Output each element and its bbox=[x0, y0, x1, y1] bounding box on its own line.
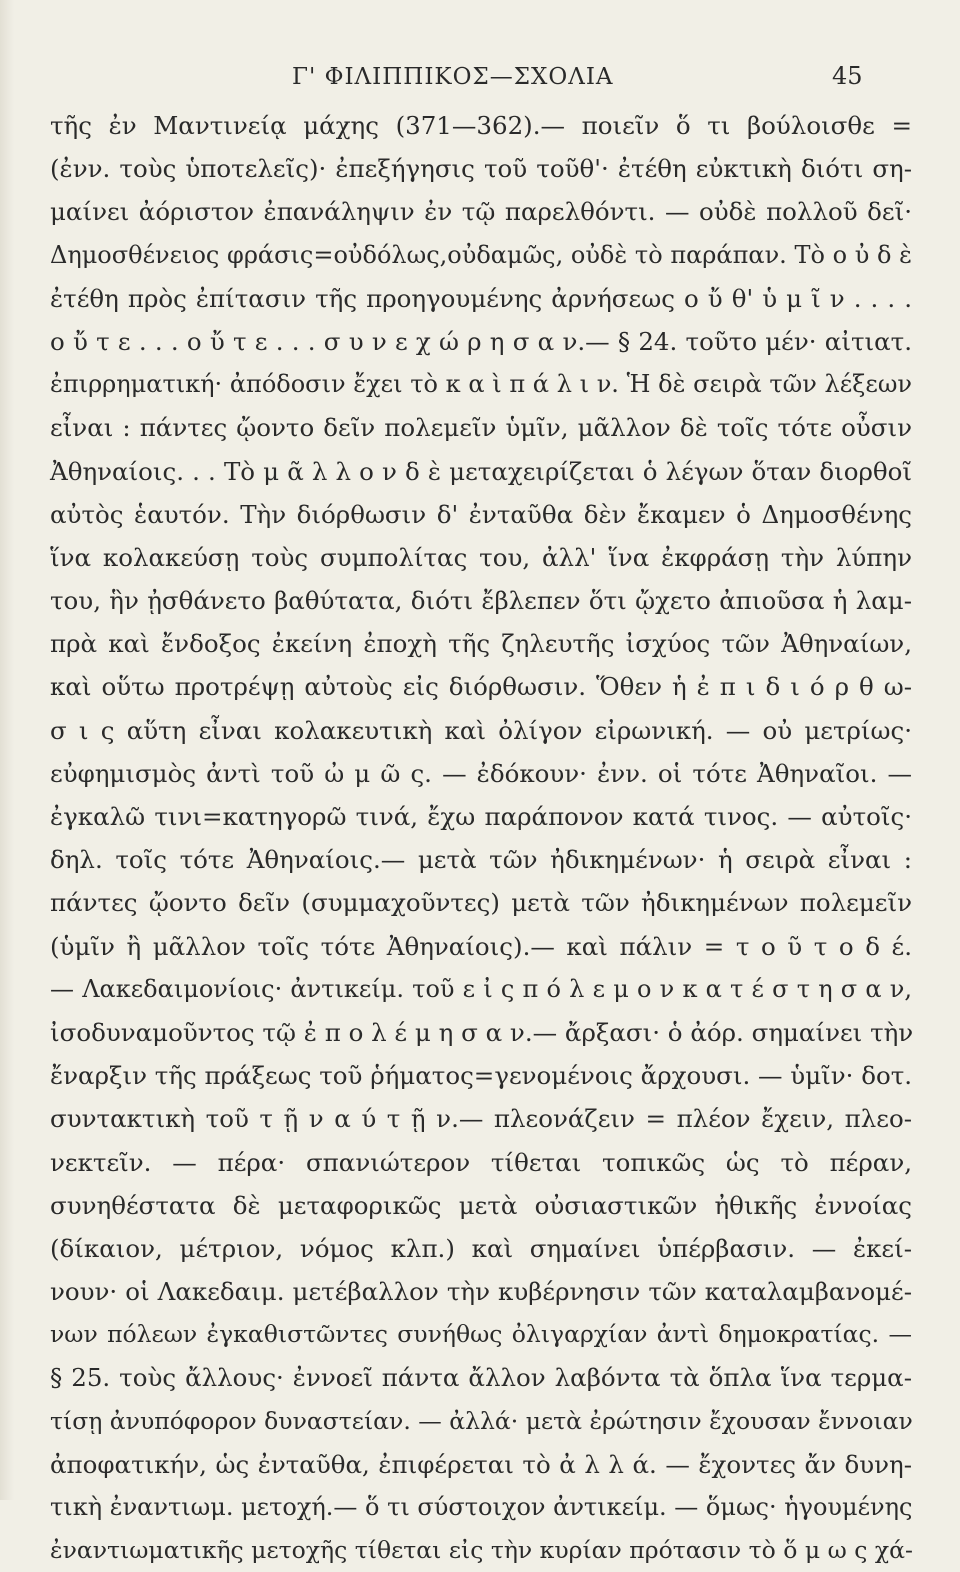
page-gutter bbox=[0, 0, 14, 1500]
text-line: ἔναρξιν τῆς πράξεως τοῦ ῥήματος=γενομένοις ἄρχουσι. — ὑμῖν· δοτ. bbox=[50, 1061, 913, 1091]
text-line: § 25. τοὺς ἄλλους· ἐννοεῖ πάντα ἄλλον λαβόντα τὰ ὅπλα ἵνα τερμα- bbox=[50, 1363, 912, 1393]
text-line: ἀποφατικήν, ὡς ἐνταῦθα, ἐπιφέρεται τὸ ἀ λ λ ά. — ἔχοντες ἄν δυνη- bbox=[50, 1449, 912, 1479]
text-line: μαίνει ἀόριστον ἐπανάληψιν ἐν τῷ παρελθόντι. — οὐδὲ πολλοῦ δεῖ· bbox=[50, 197, 912, 227]
page-number: 45 bbox=[832, 62, 863, 90]
text-line: Ἀθηναίοις. . . Τὸ μ ᾶ λ λ ο ν δ ὲ μεταχειρίζεται ὁ λέγων ὅταν διορθοῖ bbox=[50, 456, 912, 486]
text-line: καὶ οὕτω προτρέψῃ αὐτοὺς εἰς διόρθωσιν. Ὅθεν ἡ ἐ π ι δ ι ό ρ θ ω- bbox=[50, 672, 912, 702]
text-line: δηλ. τοῖς τότε Ἀθηναίοις.— μετὰ τῶν ἠδικημένων· ἡ σειρὰ εἶναι : bbox=[50, 845, 912, 875]
text-line: ο ὔ τ ε . . . ο ὔ τ ε . . . σ υ ν ε χ ώ ρ η σ α ν.— § 24. τοῦτο μέν· αἰτιατ. bbox=[50, 326, 912, 356]
text-line: (ἐνν. τοὺς ὑποτελεῖς)· ἐπεξήγησις τοῦ τοῦθ'· ἐτέθη εὐκτικὴ διότι ση- bbox=[50, 154, 912, 184]
page-header bbox=[0, 62, 960, 98]
text-line: εὐφημισμὸς ἀντὶ τοῦ ὠ μ ῶ ς. — ἐδόκουν· ἐνν. οἱ τότε Ἀθηναῖοι. — bbox=[50, 758, 912, 788]
text-line: εἶναι : πάντες ᾤοντο δεῖν πολεμεῖν ὑμῖν, μᾶλλον δὲ τοῖς τότε οὖσιν bbox=[50, 413, 912, 443]
text-line: συνηθέστατα δὲ μεταφορικῶς μετὰ οὐσιαστικῶν ἠθικῆς ἐννοίας bbox=[50, 1190, 912, 1220]
text-line: (δίκαιον, μέτριον, νόμος κλπ.) καὶ σημαίνει ὑπέρβασιν. — ἐκεί- bbox=[50, 1233, 912, 1263]
text-line: ἐπιρρηματική· ἀπόδοσιν ἔχει τὸ κ α ὶ π ά λ ι ν. Ἡ δὲ σειρὰ τῶν λέξεων bbox=[50, 370, 912, 399]
text-line: πάντες ᾤοντο δεῖν (συμμαχοῦντες) μετὰ τῶν ἠδικημένων πολεμεῖν bbox=[50, 888, 912, 918]
text-line: τίσῃ ἀνυπόφορον δυναστείαν. — ἀλλά· μετὰ ἐρώτησιν ἔχουσαν ἔννοιαν bbox=[50, 1406, 913, 1435]
text-line: τῆς ἐν Μαντινείᾳ μάχης (371—362).— ποιεῖν ὅ τι βούλοισθε = bbox=[50, 111, 912, 140]
text-line: νεκτεῖν. — πέρα· σπανιώτερον τίθεται τοπικῶς ὡς τὸ πέραν, bbox=[50, 1147, 912, 1177]
text-line: Δημοσθένειος φράσις=οὐδόλως,οὐδαμῶς, οὐδὲ τὸ παράπαν. Τὸ ο ὐ δ ὲ bbox=[50, 240, 912, 269]
text-line: σ ι ς αὕτη εἶναι κολακευτικὴ καὶ ὀλίγον εἰρωνική. — οὐ μετρίως· bbox=[50, 715, 912, 745]
text-line: τικὴ ἐναντιωμ. μετοχή.— ὅ τι σύστοιχον ἀντικείμ. — ὅμως· ἡγουμένης bbox=[50, 1493, 913, 1521]
text-line: ἐτέθη πρὸς ἐπίτασιν τῆς προηγουμένης ἀρνήσεως ο ὔ θ' ὑ μ ῖ ν . . . . bbox=[50, 283, 912, 313]
text-line: νουν· οἱ Λακεδαιμ. μετέβαλλον τὴν κυβέρνησιν τῶν καταλαμβανομέ- bbox=[50, 1277, 912, 1307]
text-line: (ὑμῖν ἢ μᾶλλον τοῖς τότε Ἀθηναίοις).— καὶ πάλιν = τ ο ῦ τ ο δ έ. bbox=[50, 931, 912, 961]
text-line: ἰσοδυναμοῦντος τῷ ἐ π ο λ έ μ η σ α ν.— ἄρξασι· ὁ ἀόρ. σημαίνει τὴν bbox=[50, 1017, 914, 1047]
text-line: νων πόλεων ἐγκαθιστῶντες συνήθως ὀλιγαρχίαν ἀντὶ δημοκρατίας. — bbox=[50, 1320, 912, 1349]
text-line: — Λακεδαιμονίοις· ἀντικείμ. τοῦ ε ἰ ς π ό λ ε μ ο ν κ α τ έ σ τ η σ α ν, bbox=[50, 974, 912, 1003]
text-line: πρὰ καὶ ἔνδοξος ἐκείνη ἐποχὴ τῆς ζηλευτῆς ἰσχύος τῶν Ἀθηναίων, bbox=[50, 629, 912, 659]
text-line: ἐγκαλῶ τινι=κατηγορῶ τινά, ἔχω παράπονον κατά τινος. — αὐτοῖς· bbox=[50, 802, 912, 831]
running-title: Γ' ΦΙΛΙΠΠΙΚΟΣ—ΣΧΟΛΙΑ bbox=[292, 64, 614, 90]
text-line: ἐναντιωματικῆς μετοχῆς τίθεται εἰς τὴν κυρίαν πρότασιν τὸ ὅ μ ω ς χά- bbox=[50, 1536, 913, 1565]
text-line: συντακτικὴ τοῦ τ ῇ ν α ύ τ ῇ ν.— πλεονάζειν = πλέον ἔχειν, πλεο- bbox=[50, 1104, 912, 1134]
text-line: ἵνα κολακεύσῃ τοὺς συμπολίτας του, ἀλλ' ἵνα ἐκφράσῃ τὴν λύπην bbox=[50, 542, 912, 572]
text-line: του, ἣν ᾐσθάνετο βαθύτατα, διότι ἔβλεπεν ὅτι ᾤχετο ἀπιοῦσα ἡ λαμ- bbox=[50, 586, 912, 616]
text-line: αὐτὸς ἑαυτόν. Τὴν διόρθωσιν δ' ἐνταῦθα δὲν ἔκαμεν ὁ Δημοσθένης bbox=[50, 499, 912, 529]
commentary-text bbox=[50, 104, 912, 1572]
